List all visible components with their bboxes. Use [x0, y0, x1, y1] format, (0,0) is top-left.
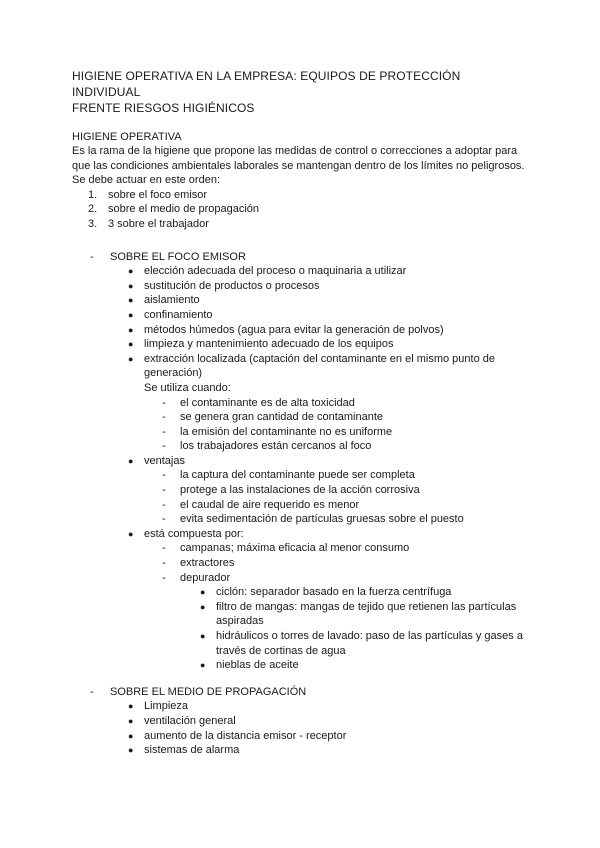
foco-heading: - SOBRE EL FOCO EMISOR	[90, 250, 246, 263]
section-heading: HIGIENE OPERATIVA	[72, 131, 182, 143]
depurador-item: ● ciclón: separador basado en la fuerza centrífuga	[200, 586, 452, 599]
order-item: 1. sobre el foco emisor	[88, 188, 208, 201]
sub-item: - el contaminante es de alta toxicidad	[162, 396, 355, 409]
sub-item: - la captura del contaminante puede ser completa	[162, 469, 415, 482]
depurador-item: ● nieblas de aceite	[200, 659, 299, 672]
order-intro: Se debe actuar en este orden:	[72, 174, 220, 187]
sub-item: - extractores	[162, 557, 235, 570]
list-item: ● elección adecuada del proceso o maquinaria a utilizar	[128, 265, 407, 278]
order-list	[72, 188, 532, 232]
medio-heading: - SOBRE EL MEDIO DE PROPAGACIÓN	[90, 685, 307, 698]
title-line-2: FRENTE RIESGOS HIGIÉNICOS	[72, 101, 255, 115]
sub-item: - los trabajadores están cercanos al foco	[162, 440, 372, 453]
sub-item: - el caudal de aire requerido es menor	[162, 498, 360, 511]
list-item: ● aislamiento	[128, 294, 200, 307]
list-item: ● extracción localizada (captación del contaminante en el mismo punto de generación)	[128, 352, 495, 380]
intro-paragraph: Es la rama de la higiene que propone las medidas de control o correcciones a adoptar para que las condiciones ambientales laborales se mantengan dentro de los límites no peligrosos.	[72, 145, 525, 172]
list-item: ● Limpieza	[128, 700, 189, 713]
list-item: ● limpieza y mantenimiento adecuado de los equipos	[128, 338, 394, 351]
list-item: ● métodos húmedos (agua para evitar la generación de polvos)	[128, 323, 444, 336]
compuesta-item: ● está compuesta por:	[128, 527, 244, 540]
list-item: ● sustitución de productos o procesos	[128, 279, 320, 292]
list-item: ● confinamiento	[128, 308, 213, 321]
list-item: ● ventilación general	[128, 714, 236, 727]
list-item: ● sistemas de alarma	[128, 744, 240, 757]
title-line-1: HIGIENE OPERATIVA EN LA EMPRESA: EQUIPOS DE PROTECCIÓN INDIVIDUAL	[72, 69, 461, 99]
foco-section	[72, 241, 532, 673]
medio-section	[72, 673, 532, 758]
document-title	[72, 68, 532, 116]
ventajas-item: ● ventajas	[128, 454, 185, 467]
order-item: 3. 3 sobre el trabajador	[88, 217, 209, 230]
order-item: 2. sobre el medio de propagación	[88, 203, 260, 216]
list-item: ● aumento de la distancia emisor - receptor	[128, 729, 347, 742]
sub-item: - depurador	[162, 571, 231, 584]
depurador-item: ● filtro de mangas: mangas de tejido que retienen las partículas aspiradas	[200, 600, 517, 628]
depurador-item: ● hidráulicos o torres de lavado: paso de las partículas y gases a través de cortinas de agua	[200, 630, 523, 657]
document-page	[72, 68, 532, 758]
se-utiliza-label: Se utiliza cuando:	[144, 381, 231, 394]
sub-item: - evita sedimentación de partículas gruesas sobre el puesto	[162, 513, 464, 526]
sub-item: - protege a las instalaciones de la acción corrosiva	[162, 484, 420, 497]
sub-item: - la emisión del contaminante no es uniforme	[162, 425, 393, 438]
sub-item: - se genera gran cantidad de contaminante	[162, 411, 384, 424]
sub-item: - campanas; máxima eficacia al menor consumo	[162, 542, 410, 555]
